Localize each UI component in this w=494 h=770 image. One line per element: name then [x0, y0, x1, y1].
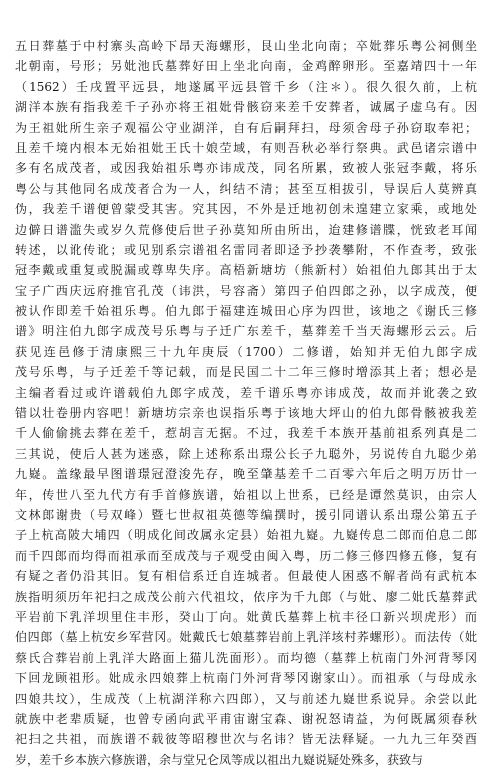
text-line: 茂号乐粤，与子迁差千等记载，而是民国二十二年三修时增添其上者；想必是: [15, 365, 477, 380]
text-line: 湖洋本族有指我差千子孙亦将王祖妣骨骸窃来差千安葬者，诚属子虚乌有。因: [15, 100, 477, 115]
text-line: 平岩前下乳洋坝里住丰形，癸山丁向。妣黄氏墓葬上杭丰径口新兴坝虎形）而: [15, 609, 477, 624]
text-line: 五日葬墓于中村寨头高岭下昂天海螺形，艮山坐北向南；卒妣葬乐粤公祠侧坐: [15, 39, 477, 53]
text-line: 三其说，使后人甚为迷惑，除上述称系出璟公长子九聪外，另说传自九聪少弟: [15, 446, 477, 461]
text-line: 伯四郎（墓上杭安乡军营冈。妣戴氏七娘墓葬岩前上乳洋垓村荞螺形）。而法传（妣: [15, 630, 477, 645]
text-line: 被认作即差千始祖乐粤。伯九郎于福建连城田心序为四世，该地之《谢氏三修: [15, 304, 477, 319]
text-line: 祀扫之共祖，而族谱不载彼等昭穆世次与名讳？皆无法释疑。一九九三年癸酉: [15, 732, 477, 747]
text-line: 就族中老辈质疑，也曾专函向武平甫宙谢宝森、谢祝怒请益，为何既属须春秋: [15, 711, 477, 726]
text-line: 主编者看过或许谱载伯九郎字成茂，差千谱乐粤亦讳成茂，故而并讹袭之致: [15, 385, 477, 400]
text-line: 文林郎谢贵（号双峰）暨七世叔祖英德等编撰时，援引同谱认系出璟公第五子: [15, 507, 477, 522]
text-line: 四娘共坟），生成茂（上杭湖洋称六四郎），又与前述九嶷世系说异。余尝以此: [15, 691, 477, 706]
text-line: 获见连邑修于清康熙三十九年庚辰（1700）二修谱，始知并无伯九郎字成: [15, 344, 477, 359]
text-line: 边僻日谱滥失或岁久荒修使后世子孙莫知所由所出，迨建修谱牒，恍致老耳闻: [15, 222, 477, 237]
text-line: 且差千境内根本无始祖妣王氏十娘茔域，有则吾秋必举行祭典。武邑诸宗谱中: [15, 140, 477, 155]
text-line: 转述，以讹传讹；或见别系宗谱祖名雷同者即迳予抄袭攀附，不作查考，致张: [15, 242, 477, 257]
text-line: 宝子广西庆远府推官孔茂（讳洪，号容斋）第四子伯四郎之孙，以字成茂，便: [15, 283, 477, 298]
text-line: 下回龙顾祖形。妣成永四娘葬上杭南门外河背琴冈谢家山）。而祖承（与母成永: [15, 671, 477, 686]
document-body: [15, 36, 477, 770]
text-line: 错以壮卷册内容吧！新塘坊宗亲也误指乐粤于该地大坪山的伯九郎骨骸被我差: [15, 406, 477, 421]
text-line: 冠李戴或重复或脱漏或尊卑失序。高梧新塘坊（熊新村）始祖伯九郎其出于太: [15, 263, 477, 278]
text-line: 年，传世八至九代方有手首修族谱，始祖以上世系，已经是谭然莫识，由宗人: [15, 487, 477, 502]
text-line: 而千四郎而均得而祖承而至成茂与子观受由闽入粤，历二修三修四修五修，复有: [15, 548, 477, 563]
text-line: 北朝南，号形；另妣池氏墓葬好田上坐北向南，金鸡醉卵形。至嘉靖四十一年: [15, 59, 477, 74]
text-line: （1562）壬戌置平远县，地遂属平远县管千乡（注＊）。很久很久前，上杭: [15, 79, 477, 94]
text-line: 九嶷。盖缘最早图谱璟冠澄浚先存，晚至肇基差千二百零六年后之明万历廿一: [15, 467, 477, 482]
text-line: 粤公与其他同名成茂者合为一人，纠结不清；甚至互相拔引，导误后人莫辨真: [15, 181, 477, 196]
text-line: 伪，我差千谱便曾蒙受其害。究其因，不外是迁地初创未遑建立家乘，或地处: [15, 202, 477, 217]
text-line: 族指明须历年祀扫之成茂公前六代祖坟，依序为千九郎（与妣、廖二妣氏墓葬武: [15, 589, 477, 604]
text-line: 谱》明注伯九郎字成茂号乐粤与子迁广东差千，墓葬差千当天海螺形云云。后: [15, 324, 477, 339]
text-line: 千人偷偷挑去葬在差千，惹胡言无据。不过，我差千本族开基前祖系列真是二: [15, 426, 477, 441]
text-line: 有疑之者仍沿其旧。复有相信系迁自连城者。但最使人困惑不解者尚有武杭本: [15, 569, 477, 584]
text-line: 多有名成茂者，或因我始祖乐粤亦讳成茂，同名所累，致被人张冠李戴，将乐: [15, 161, 477, 176]
text-line: 岁，差千乡本族六修族谱，余与堂兄仑凤等成以祖出九嶷说疑处殊多，获致与: [15, 752, 424, 767]
text-line: 为王祖妣所生亲子观福公守业湖洋，自有后嗣拜扫，母须舍母子孙窃取奉祀；: [15, 120, 477, 135]
text-line: 蔡氏合葬岩前上乳洋大路面上猫儿洗面形）。而均德（墓葬上杭南门外河背琴冈: [15, 650, 477, 665]
text-line: 子上杭高陂大埔四（明成化间改属永定县）始祖九嶷。九嶷传息二郎而伯息二郎: [15, 528, 477, 543]
